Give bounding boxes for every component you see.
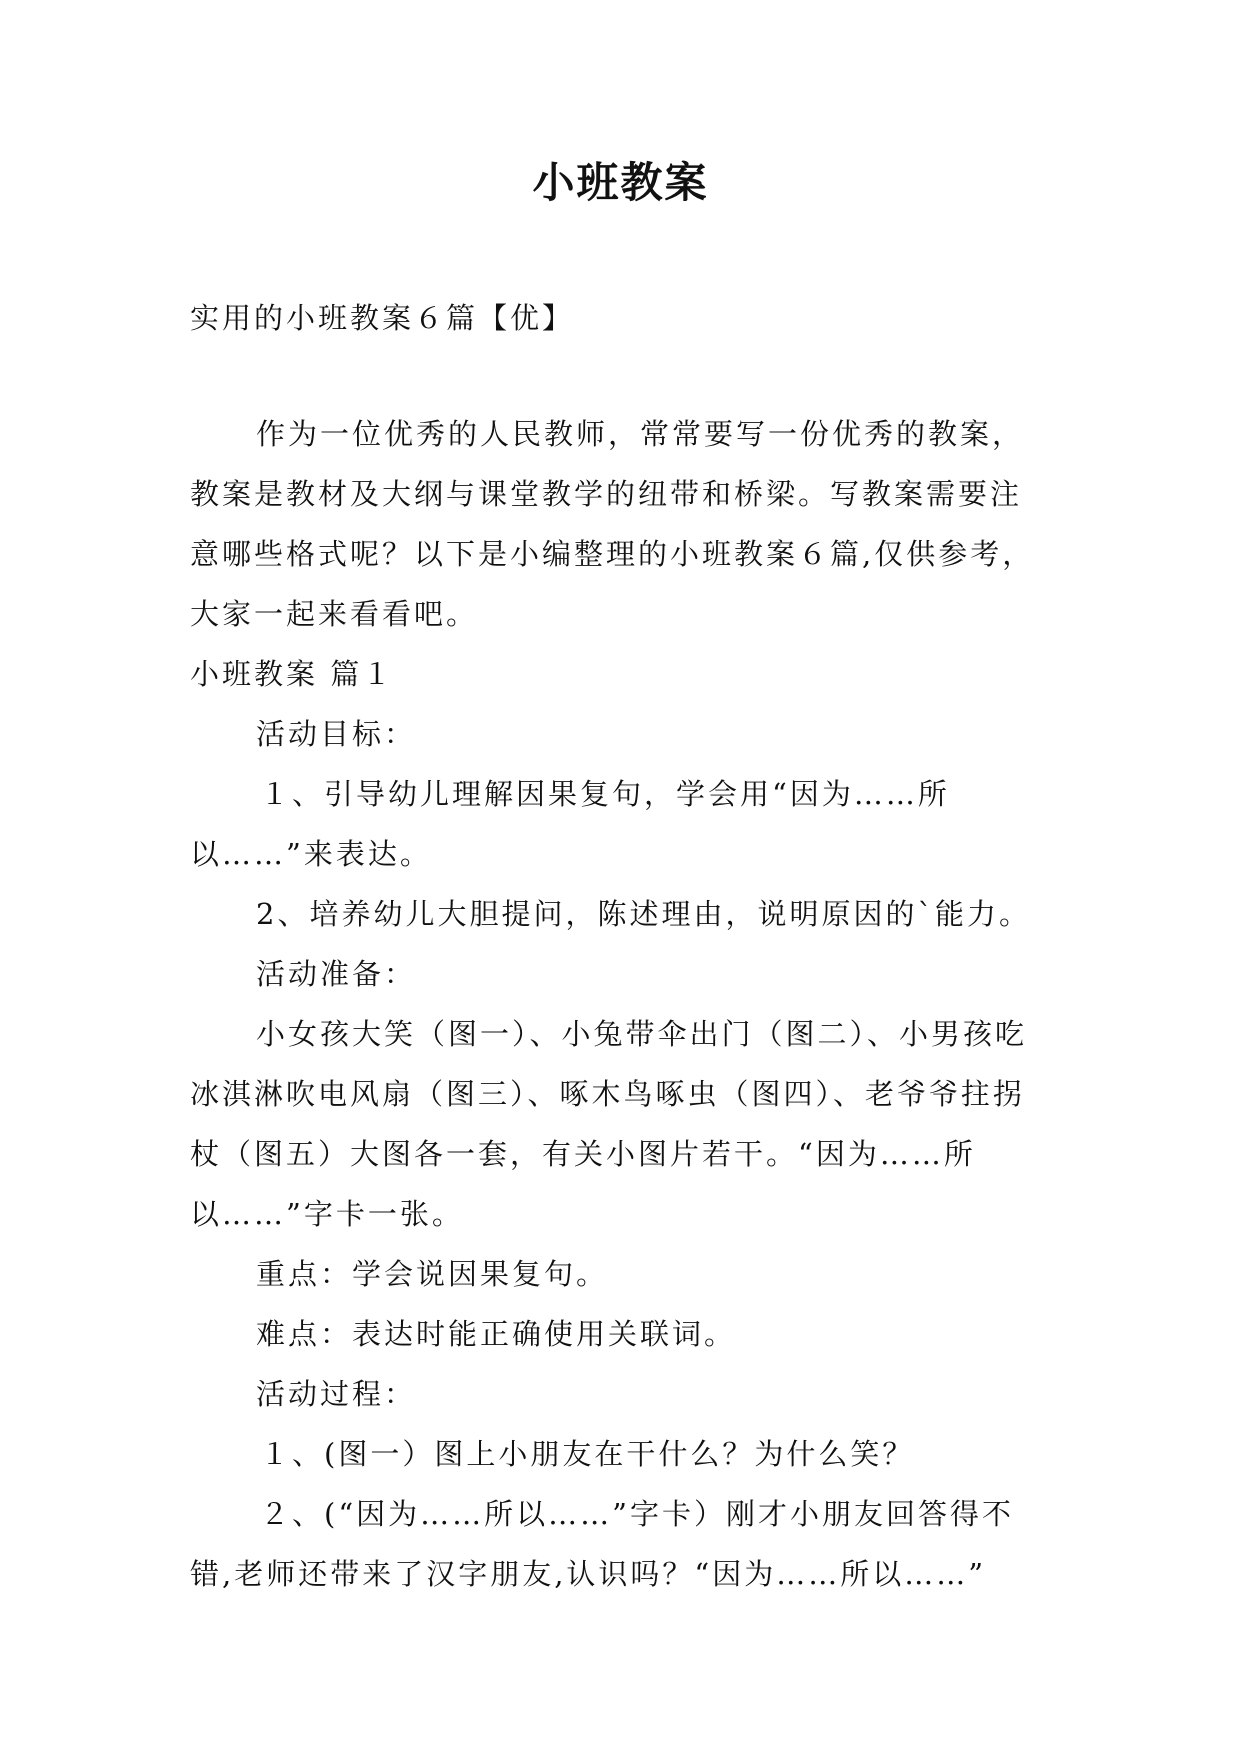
body-line: 作为一位优秀的人民教师，常常要写一份优秀的教案， [256, 417, 1025, 451]
body-line: 意哪些格式呢？以下是小编整理的小班教案６篇,仅供参考， [190, 537, 1035, 571]
body-line: 活动目标： [256, 717, 417, 751]
body-line: 错,老师还带来了汉字朋友,认识吗？“因为……所以……” [190, 1557, 987, 1591]
body-line: 2、培养幼儿大胆提问，陈述理由，说明原因的`能力。 [256, 897, 1031, 931]
body-line: 杖（图五）大图各一套，有关小图片若干。“因为……所 [190, 1137, 976, 1171]
body-line: 教案是教材及大纲与课堂教学的纽带和桥梁。写教案需要注 [190, 477, 1023, 511]
body-line: 活动过程： [256, 1377, 417, 1411]
body-line: 重点：学会说因果复句。 [256, 1257, 609, 1291]
body-line: 难点：表达时能正确使用关联词。 [256, 1317, 737, 1351]
document-title: 小班教案 [532, 158, 709, 207]
body-line: １、引导幼儿理解因果复句，学会用“因为……所 [260, 777, 950, 811]
body-line: 小女孩大笑（图一）、小兔带伞出门（图二）、小男孩吃 [256, 1017, 1028, 1051]
body-line: 以……”字卡一张。 [190, 1197, 464, 1231]
body-line: 以……”来表达。 [190, 837, 432, 871]
document-subtitle: 实用的小班教案６篇【优】 [190, 301, 575, 335]
section-heading: 小班教案 篇１ [190, 657, 395, 691]
body-line: １、(图一）图上小朋友在干什么？为什么笑？ [260, 1437, 915, 1471]
body-line: ２、(“因为……所以……”字卡）刚才小朋友回答得不 [260, 1497, 1014, 1531]
body-line: 冰淇淋吹电风扇（图三）、啄木鸟啄虫（图四）、老爷爷拄拐 [190, 1077, 1026, 1111]
document-body [190, 404, 1070, 1604]
body-line: 活动准备： [256, 957, 417, 991]
body-line: 大家一起来看看吧。 [190, 597, 479, 631]
